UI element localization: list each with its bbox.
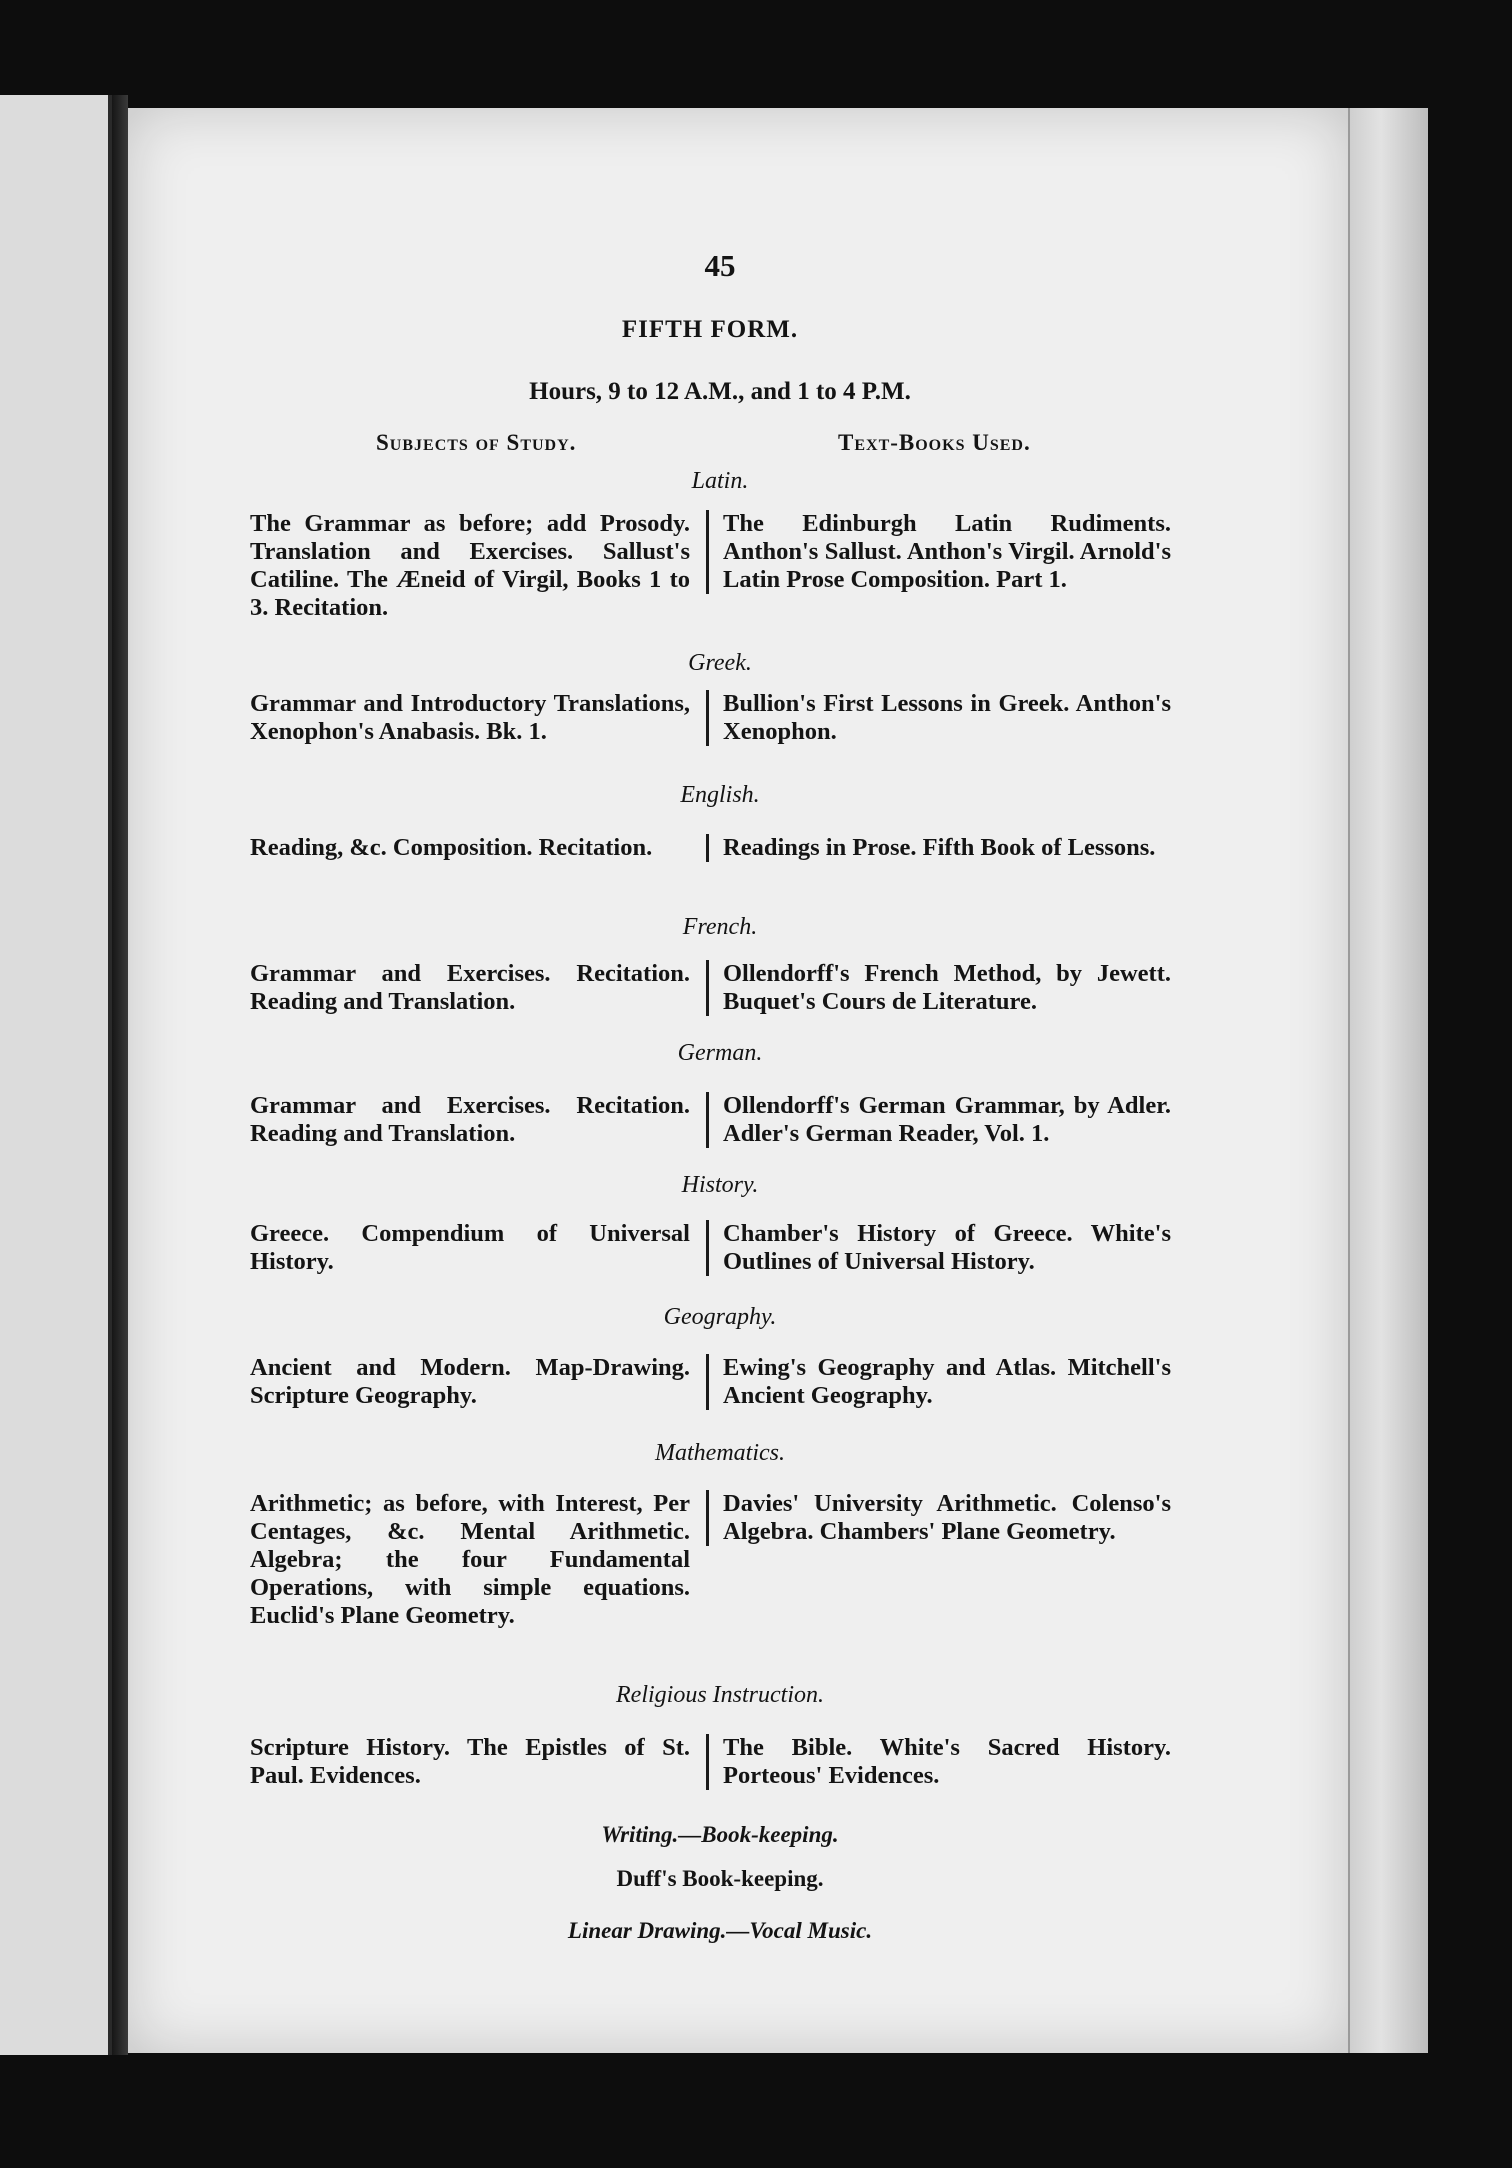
subjects-text: Ancient and Modern. Map-Drawing. Scripture Geography. (250, 1354, 690, 1409)
subjects-text: Grammar and Introductory Translations, Xenophon's Anabasis. Bk. 1. (250, 690, 690, 745)
textbooks-text: Readings in Prose. Fifth Book of Lessons. (706, 834, 1171, 862)
section-title-english: English. (680, 782, 760, 808)
subjects-text: Arithmetic; as before, with Interest, Per Centages, &c. Mental Arithmetic. Algebra; the four Fundamental Operations, with simple equations. Euclid's Plane Geometry. (250, 1490, 690, 1629)
textbooks-text: The Edinburgh Latin Rudiments. Anthon's Sallust. Anthon's Virgil. Arnold's Latin Prose Composition. Part 1. (706, 510, 1171, 594)
form-title: FIFTH FORM. (621, 316, 799, 343)
column-heading-subjects: Subjects of Study. (376, 430, 577, 455)
subjects-text: Greece. Compendium of Universal History. (250, 1220, 690, 1275)
subjects-text: The Grammar as before; add Prosody. Translation and Exercises. Sallust's Catiline. The Æneid of Virgil, Books 1 to 3. Recitation. (250, 510, 690, 621)
footer-writing: Writing.—Book-keeping. (601, 1822, 839, 1847)
left-page-edge (0, 95, 112, 2055)
section-title-latin: Latin. (691, 468, 749, 494)
page-stack-edge (1348, 108, 1428, 2053)
section-title-religious-instruction: Religious Instruction. (616, 1682, 824, 1708)
textbooks-text: The Bible. White's Sacred History. Porteous' Evidences. (706, 1734, 1171, 1790)
textbooks-text: Ollendorff's German Grammar, by Adler. Adler's German Reader, Vol. 1. (706, 1092, 1171, 1148)
column-heading-textbooks: Text-Books Used. (838, 430, 1031, 455)
section-title-geography: Geography. (663, 1304, 777, 1330)
subjects-text: Grammar and Exercises. Recitation. Reading and Translation. (250, 1092, 690, 1147)
section-title-history: History. (681, 1172, 759, 1198)
subjects-text: Scripture History. The Epistles of St. Paul. Evidences. (250, 1734, 690, 1789)
textbooks-text: Bullion's First Lessons in Greek. Anthon's Xenophon. (706, 690, 1171, 746)
subjects-text: Reading, &c. Composition. Recitation. (250, 834, 653, 861)
page-number: 45 (704, 248, 736, 283)
textbooks-text: Davies' University Arithmetic. Colenso's Algebra. Chambers' Plane Geometry. (706, 1490, 1171, 1546)
textbooks-text: Ollendorff's French Method, by Jewett. Buquet's Cours de Literature. (706, 960, 1171, 1016)
subjects-text: Grammar and Exercises. Recitation. Reading and Translation. (250, 960, 690, 1015)
footer-duffs-book-keeping: Duff's Book-keeping. (616, 1866, 824, 1891)
section-title-greek: Greek. (688, 650, 752, 676)
section-title-mathematics: Mathematics. (655, 1440, 785, 1466)
section-title-french: French. (682, 914, 758, 940)
book-gutter (112, 95, 128, 2055)
textbooks-text: Chamber's History of Greece. White's Outlines of Universal History. (706, 1220, 1171, 1276)
section-title-german: German. (677, 1040, 763, 1066)
textbooks-text: Ewing's Geography and Atlas. Mitchell's Ancient Geography. (706, 1354, 1171, 1410)
hours-line: Hours, 9 to 12 A.M., and 1 to 4 P.M. (529, 378, 911, 405)
footer-linear-drawing: Linear Drawing.—Vocal Music. (567, 1918, 873, 1943)
